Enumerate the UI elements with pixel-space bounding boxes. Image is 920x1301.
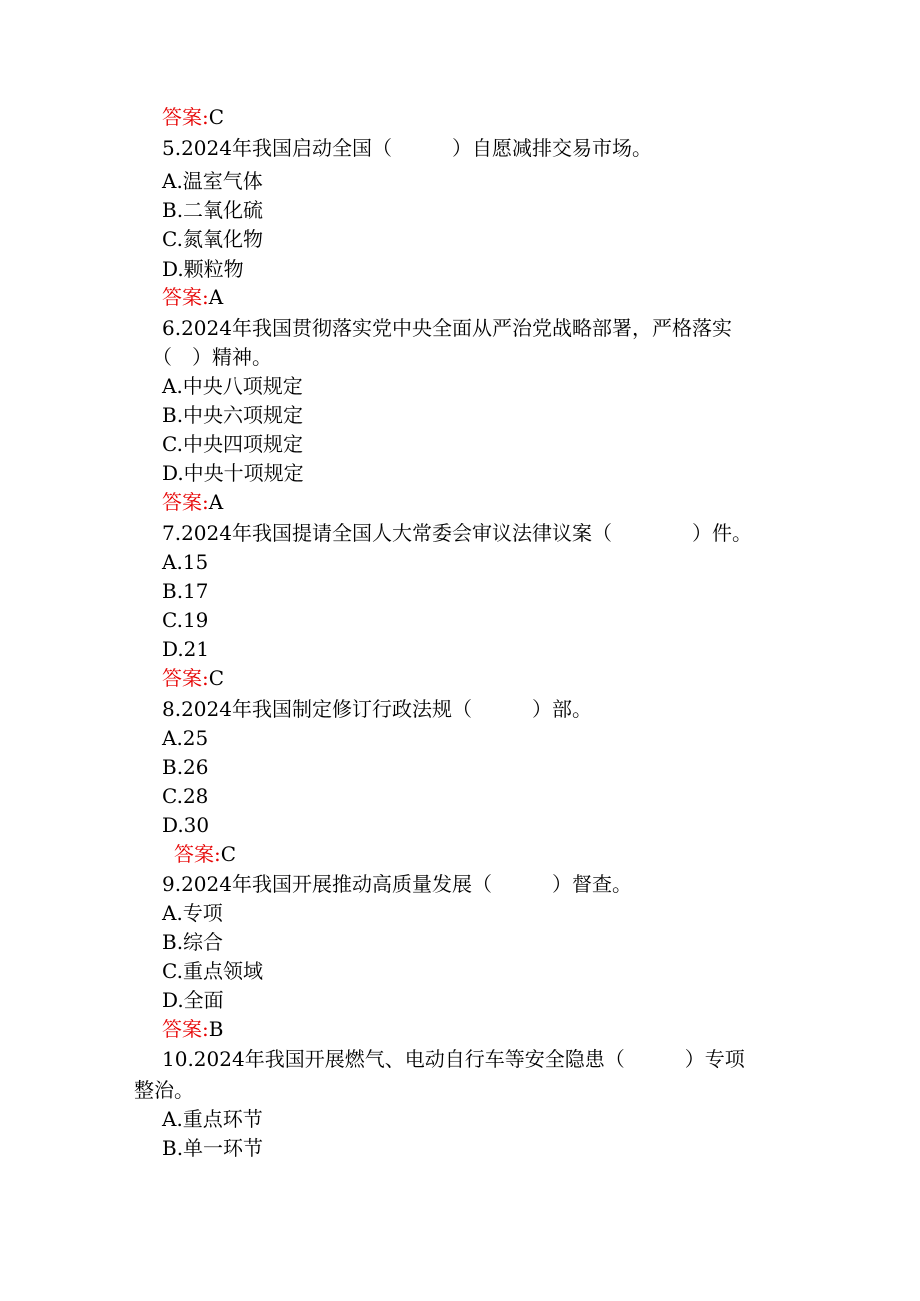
answer-value: C [208,105,225,129]
answer-label: 答案: [162,1017,209,1041]
option-8c: C.28 [162,784,209,808]
question-6-line1: 6.2024年我国贯彻落实党中央全面从严治党战略部署，严格落实 [162,316,732,340]
option-5a: A.温室气体 [162,169,263,193]
answer-value: C [220,842,237,866]
answer-5 [162,284,223,310]
option-7c: C.19 [162,608,209,632]
option-10b: B.单一环节 [162,1136,264,1160]
answer-8 [174,841,236,867]
option-6d: D.中央十项规定 [162,461,304,485]
answer-7 [162,665,224,691]
answer-label: 答案: [162,666,209,690]
option-9c: C.重点领域 [162,959,263,983]
question-6-line2: （ ）精神。 [152,345,272,369]
answer-label: 答案: [162,285,209,309]
option-9a: A.专项 [162,901,223,925]
question-10-line2: 整治。 [134,1078,194,1102]
option-6b: B.中央六项规定 [162,403,304,427]
option-8b: B.26 [162,755,209,779]
option-8d: D.30 [162,813,210,837]
answer-value: A [208,285,224,309]
option-6a: A.中央八项规定 [162,374,303,398]
option-7a: A.15 [162,550,209,574]
question-8: 8.2024年我国制定修订行政法规（ ）部。 [162,697,592,721]
question-9: 9.2024年我国开展推动高质量发展（ ）督查。 [162,872,632,896]
question-7: 7.2024年我国提请全国人大常委会审议法律议案（ ）件。 [162,521,752,545]
option-6c: C.中央四项规定 [162,432,303,456]
option-5d: D.颗粒物 [162,257,244,281]
answer-4 [162,104,224,130]
question-5: 5.2024年我国启动全国（ ）自愿减排交易市场。 [162,136,652,160]
answer-value: C [208,666,225,690]
option-9d: D.全面 [162,988,224,1012]
option-10a: A.重点环节 [162,1107,263,1131]
option-5c: C.氮氧化物 [162,227,263,251]
option-8a: A.25 [162,726,209,750]
option-5b: B.二氧化硫 [162,198,264,222]
answer-label: 答案: [162,490,209,514]
answer-label: 答案: [174,842,221,866]
answer-value: B [208,1017,224,1041]
answer-value: A [208,490,224,514]
answer-6 [162,489,223,515]
question-10-line1: 10.2024年我国开展燃气、电动自行车等安全隐患（ ）专项 [162,1047,745,1071]
option-9b: B.综合 [162,930,224,954]
answer-label: 答案: [162,105,209,129]
answer-9 [162,1016,223,1042]
option-7d: D.21 [162,637,210,661]
option-7b: B.17 [162,579,209,603]
